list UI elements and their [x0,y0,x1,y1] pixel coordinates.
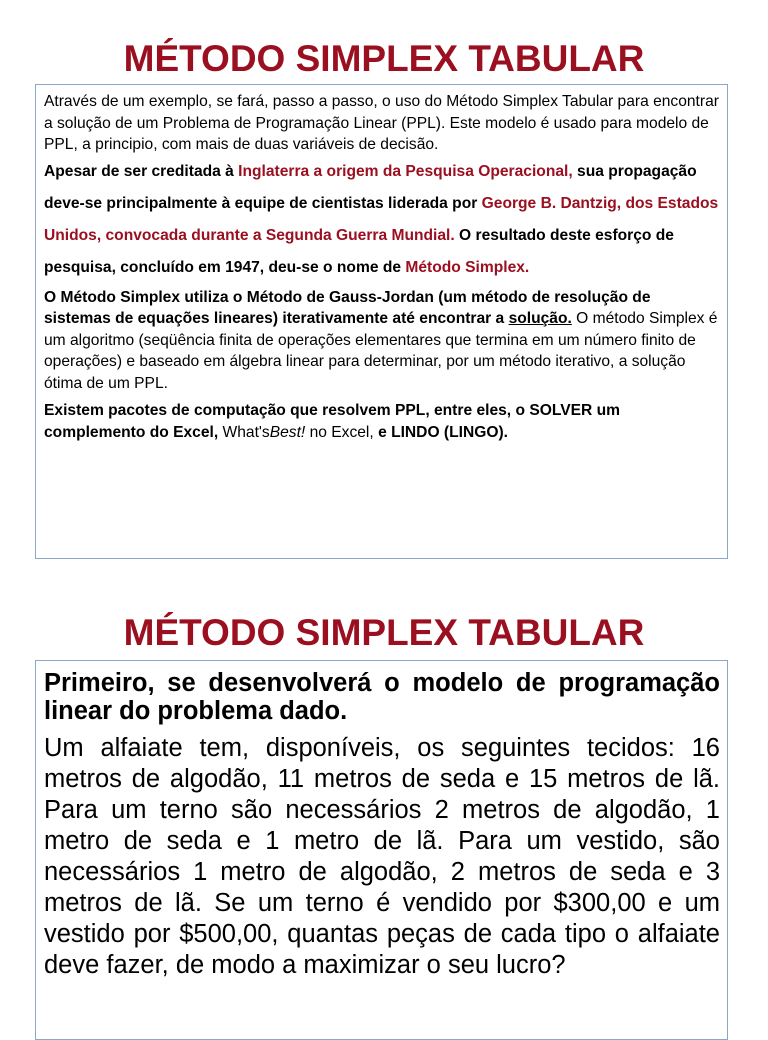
intro-paragraph: Através de um exemplo, se fará, passo a passo, o uso do Método Simplex Tabular para encontrar a solução de um Problema de Programação Linear (PPL). Este modelo é usado para modelo de PPL, a principio, com mais de duas variáveis de decisão. [44,93,719,153]
gauss-paragraph [44,287,719,395]
history-highlight-1: Inglaterra a origem da Pesquisa Operacional, [238,162,573,180]
software-lindo: e LINDO (LINGO). [378,423,509,441]
software-paragraph [44,400,719,443]
slide1-text-box [35,84,728,559]
slide2-text-box [35,660,728,1040]
model-intro-paragraph: Primeiro, se desenvolverá o modelo de programação linear do problema dado. [44,669,720,725]
history-highlight-2: George B. Dantzig, dos Estados Unidos, convocada durante a Segunda Guerra Mundial. [44,194,719,244]
slide1-title: MÉTODO SIMPLEX TABULAR [123,38,645,79]
software-whats: What's [218,423,270,441]
gauss-plain-text: O método Simplex é um algoritmo (seqüência finita de operações elementares que termina em um número finito de operações) e baseado em álgebra linear para determinar, por um método iterativo, a solução ótima de um PPL. [44,310,718,392]
history-highlight-3: Método Simplex. [405,258,530,276]
gauss-bold-text: O Método Simplex utiliza o Método de Gauss-Jordan (um método de resolução de sistemas de equações lineares) iterativamente até encontrar a [44,288,651,327]
history-text-2: sua propagação deve-se principalmente à equipe de cientistas liderada por [44,162,697,212]
history-text-1: Apesar de ser creditada à [44,162,239,180]
problem-statement-paragraph: Um alfaiate tem, disponíveis, os seguintes tecidos: 16 metros de algodão, 11 metros de seda e 15 metros de lã. Para um terno são necessários 2 metros de algodão, 1 metro de seda e 1 metro de lã. Para um vestido, são necessários 1 metro de algodão, 2 metros de seda e 3 metros de lã. Se um terno é vendido por $300,00 e um vestido por $500,00, quantas peças de cada tipo o alfaiate deve fazer, de modo a maximizar o seu lucro? [44,734,720,979]
slide2-title: MÉTODO SIMPLEX TABULAR [123,612,645,653]
history-text-3: O resultado deste esforço de pesquisa, concluído em 1947, deu-se o nome de [44,226,674,276]
gauss-underlined-text: solução. [508,310,572,327]
software-best: Best! [269,423,306,441]
history-paragraph [44,156,719,284]
software-excel: no Excel, [305,423,379,441]
software-bold-text: Existem pacotes de computação que resolvem PPL, entre eles, o SOLVER um complemento do Excel, [44,402,621,441]
